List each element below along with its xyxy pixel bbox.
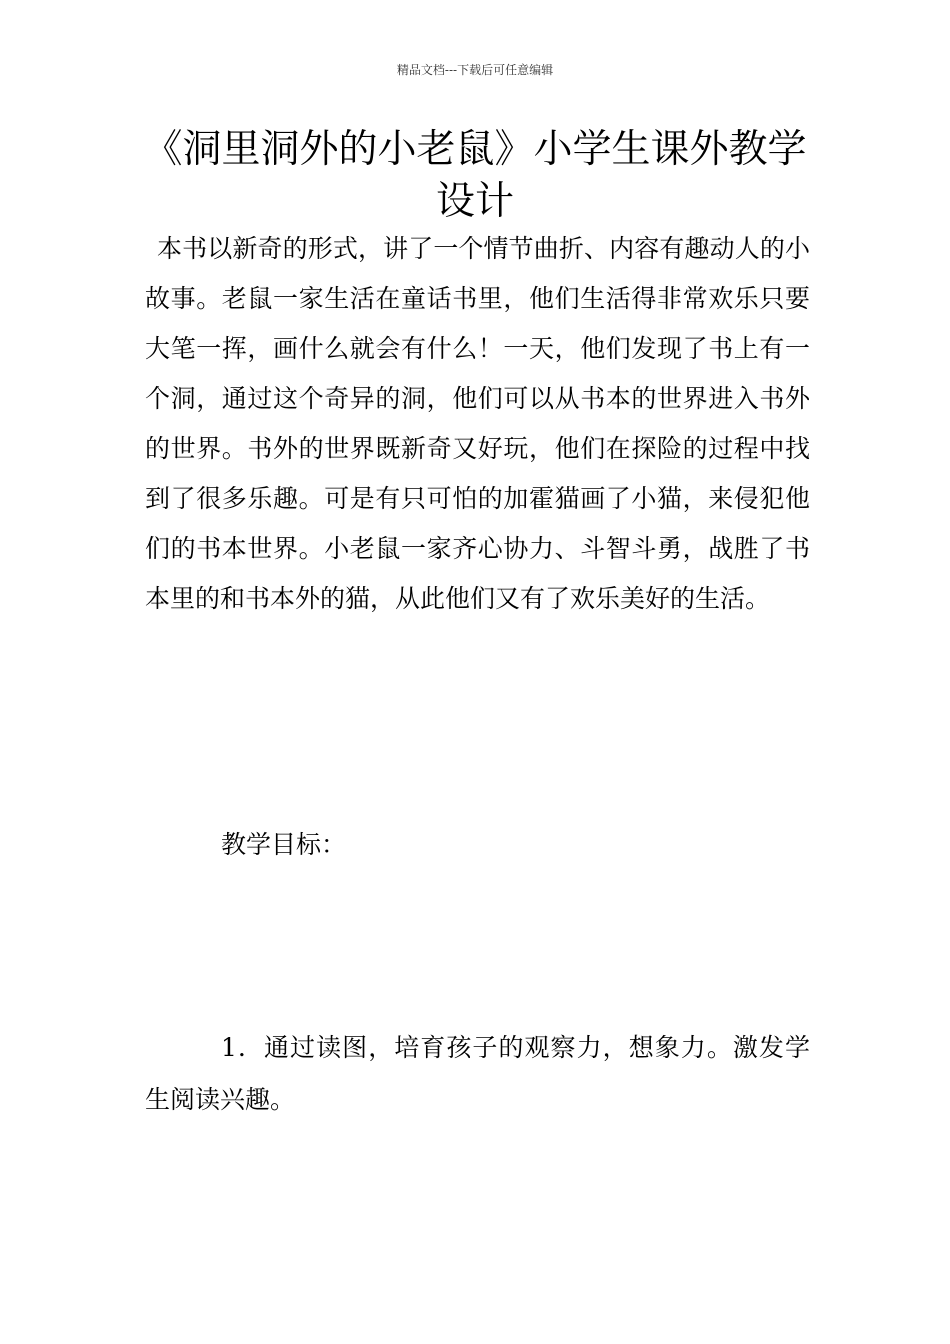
document-title: 《洞里洞外的小老鼠》小学生课外教学设计 (143, 127, 807, 224)
section-heading-objectives: 教学目标： (221, 830, 347, 859)
intro-paragraph: 本书以新奇的形式，讲了一个情节曲折、内容有趣动人的小故事。老鼠一家生活在童话书里，他们生活得非常欢乐只要大笔一挥，画什么就会有什么！一天，他们发现了书上有一个洞，通过这个奇异的洞，他们可以从书本的世界进入书外的世界。书外的世界既新奇又好玩，他们在探险的过程中找到了很多乐趣。可是有只可怕的加霍猫画了小猫，来侵犯他们的书本世界。小老鼠一家齐心协力、斗智斗勇，战胜了书本里的和书本外的猫，从此他们又有了欢乐美好的生活。 (145, 234, 810, 613)
objective-item: 1．通过读图，培育孩子的观察力，想象力。激发学生阅读兴趣。 (145, 1033, 810, 1114)
page-header: 精品文档---下载后可任意编辑 (396, 63, 554, 77)
